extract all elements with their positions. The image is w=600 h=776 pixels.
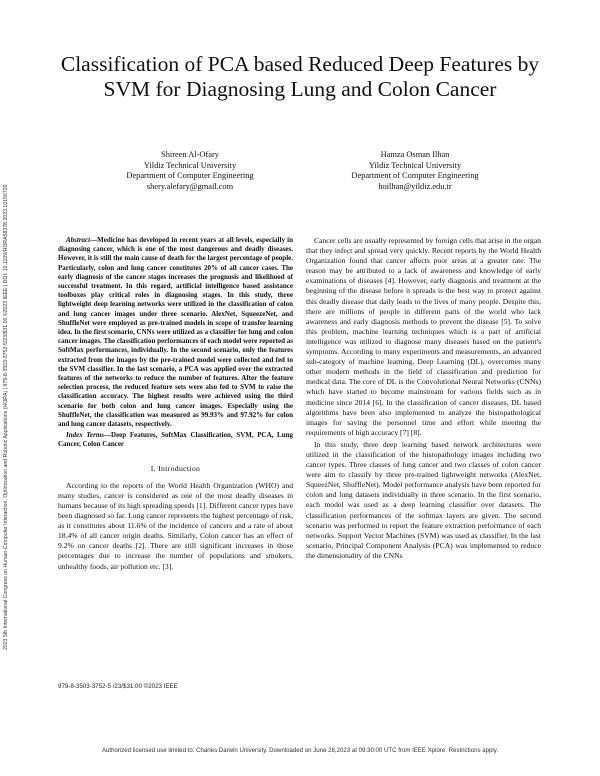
license-footer: Authorized licensed use limited to: Charles Darwin University. Downloaded on June 28,2023 at 09:30:00 UTC from IEEE Xplore. Restrictions apply.: [101, 747, 499, 754]
left-column: [58, 236, 293, 574]
abstract-text: —Medicine has developed in recent years at all levels, especially in diagnosing cancer, which is one of the most dangerous and deadly diseases. However, it is still the main cause of death for the largest percentage of people. Particularly, colon and lung cancer constitutes 20% of all cancer cases. The early diagnosis of the cancer stages increases the prognosis and likelihood of successful treatment. In this regard, artificial intelligence based assistance toolboxes play critical roles in diagnosing stages. In this study, three lightweight deep learning networks were utilized in the classification of colon and lung cancer images under three scenario. AlexNet, SqueezeNet, and ShuffleNet were employed as pre-trained models in scope of transfer learning idea. In the first scenario, CNNs were utilized as a classifier for lung and colon cancer images. The classification performances of each model were reported as SoftMax performances, individually. In the second scenario, only the features extracted from the images by the pre-trained model were collected and fed to the SVM classifier. In the last scenario, a PCA was applied over the extracted features of the networks to reduce the number of features. After the feature selection process, the reduced feature sets were also fed to SVM to raise the classification accuracy. The highest results were achieved using the third scenario for both colon and lung cancer images. Especially using the ShuffleNet, the classification was measured as 99.93% and 97.92% for colon and lung cancer datasets, respectively.: [58, 236, 293, 429]
index-terms: [58, 431, 293, 449]
author-department: Department of Computer Engineering: [351, 171, 479, 180]
right-column: [306, 236, 541, 563]
abstract: [58, 236, 293, 429]
author-institution: Yildiz Technical University: [143, 160, 237, 170]
author-email: shery.alefary@gmail.com: [146, 181, 234, 191]
author-institution: Yildiz Technical University: [368, 160, 462, 170]
body-paragraph: According to the reports of the World Health Organization (WHO) and many studies, cancer is considered as one of the most deadly diseases in humans because of its high spreading speeds [1]. Different cancer types have been diagnosed so far. Lung cancer represents the highest percentage of risk, as it constitutes about 11.6% of the incidence of cancers and a rate of about 18.4% of all cancer origin deaths. Similarly, Colon cancer has an effect of 9.2% on cancer deaths [2]. There are still significant increases in those percentages due to increase the number of populations and smokers, unhealthy foods, air pollution etc. [3].: [58, 480, 293, 571]
copyright-notice: 979-8-3503-3752-5 /23/$31.00 ©2023 IEEE: [58, 683, 178, 690]
author-department: Department of Computer Engineering: [126, 171, 254, 180]
index-terms-text: —Deep Features, SoftMax Classification, SVM, PCA, Lung Cancer, Colon Cancer: [58, 431, 293, 449]
paper-title: Classification of PCA based Reduced Deep Features by SVM for Diagnosing Lung and Colon Cancer: [60, 52, 540, 101]
body-paragraph: In this study, three deep learning based network architectures were utilized in the classification of the histopathology images including two cancer types. Three classes of lung cancer and two classes of colon cancer were aim to classify by three pre-trained lightweight networks (AlexNet, SqueezNet, ShuffleNet). Model performance analysis have been reported for colon and lung datasets individually in three scenario. In the first scenario, each model was used as a deep learning classifier over datasets. The classification performances of the softmax layers are given. The second scenario was performed to report the feature extraction performance of each networks. Support Vector Machines (SVM) was used as classifier. In the last scenario, Principal Component Analysis (PCA) was implemented to reduce the dimensionality of the CNNs: [306, 439, 541, 560]
author-name: Hamza Osman Ilhan: [380, 150, 450, 159]
author-1: [80, 150, 300, 192]
author-email: hoilhan@yildiz.edu.tr: [378, 181, 452, 191]
author-block: [0, 150, 600, 200]
body-paragraph: Cancer cells are usually represented by foreign cells that arise in the organ that they infect and spread very quickly. Recent reports by the World Health Organization found that cancer affects poor areas at a greater rate. The reason may be attributed to a lack of awareness and knowledge of early examinations of diseases [4]. However, early diagnosis and treatment at the beginning of the disease before it spreads is the best way to protect against this deadly disease that daily leads to the lives of many people. Despite this, there are millions of people in different parts of the world who lack awareness and early diagnosis methods to prevent the disease [5]. To solve this problem, machine learning techniques which is a part of artificial intelligence was utilized to diagnose many diseases based on the patient's symptoms. According to many experiments and measurements, an advanced sub-category of machine learning, Deep Learning (DL), overcomes many other modern methods in the field of classification and prediction for medical data. The core of DL is the Convolutional Neural Networks (CNNs) which have started to become mainstream for various fields such as in medicine since 2014 [6]. In the classification of cancer diseases, DL based algorithms have been also implemented to analyze the histopathological images for saving the personnel time and effort while meeting the requirements of high accuracy [7] [8].: [306, 236, 541, 437]
author-2: [305, 150, 525, 192]
author-name: Shireen Al-Ofary: [161, 150, 219, 159]
side-margin-text: 2023 5th International Congress on Human-Computer Interaction, Optimization and Robotic Applications (HORA) | 979-8-3503-3752-5/23/$31.00 ©2023 IEEE | DOI: 10.1109/HORA58378.2023.10156720: [3, 184, 9, 650]
section-heading: I. Introduction: [150, 463, 201, 473]
abstract-label: Abstract: [66, 236, 91, 244]
index-terms-label: Index Terms: [66, 431, 105, 440]
